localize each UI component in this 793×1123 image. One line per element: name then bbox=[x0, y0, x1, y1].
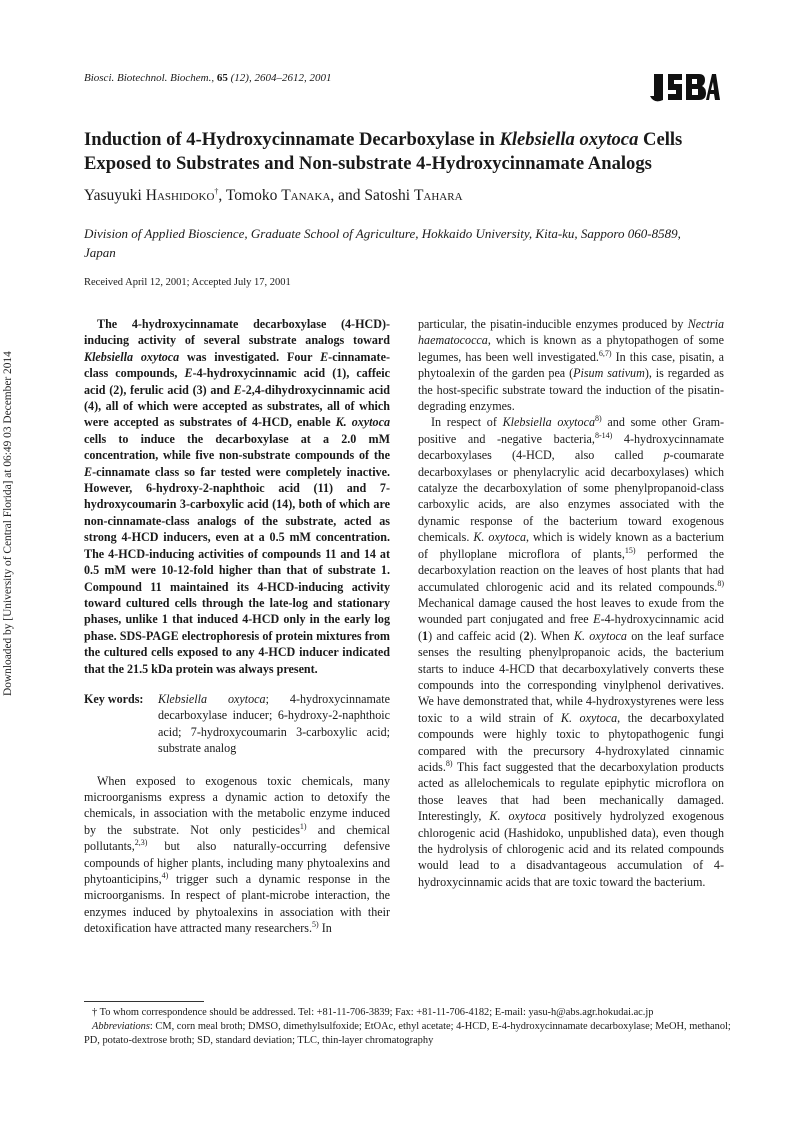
keywords-text: Klebsiella oxytoca; 4-hydroxycinnamate decarboxylase inducer; 6-hydroxy-2-naphthoic acid; 7-hydroxycoumarin 3-carboxylic acid; substrate analog bbox=[158, 691, 390, 756]
intro-paragraph-2: In respect of Klebsiella oxytoca$^{8)}$ and some other Gram-positive and -negative bacteria,$^{8-14)}$ 4-hydroxycinnamate decarboxylases (4-HCD, also called p-coumarate decarboxylases or phenylacrylic acid decarboxylases) which catalyze the decarboxylation of some phenylpropanoid-class carboxylic acids, are also enzymes associated with the dynamic response of the bacterium toward exogenous chemicals. K. oxytoca, which is widely known as a bacterium of phylloplane microflora of plants,$^{15)}$ performed the decarboxylation reaction on the leaves of host plants that had accumulated chlorogenic acid and its related compounds.$^{8)}$ Mechanical damage caused the host leaves to exude from the wounded part conjugated and free E-4-hydroxycinnamic acid (1) and caffeic acid (2). When K. oxytoca on the leaf surface senses the resulting phenylpropanoic acids, the bacterium starts to induce 4-HCD that decarboxylatively converts these compounds into the corresponding vinylphenol derivatives. We have demonstrated that, while 4-hydroxystyrenes were less toxic to a wild strain of K. oxytoca, the decarboxylated compounds were highly toxic to phytopathogenic fungi compared with the precursory 4-hydroxylated cinnamic acids.$^{8)}$ This fact suggested that the decarboxylation products acted as allelochemicals to regulate epiphytic microflora on those leaves that had been mechanically damaged. Interestingly, K. oxytoca positively hydrolyzed exogenous chlorogenic acid (Hashidoko, unpublished data), even though the hydrolysis of chlorogenic acid and its related compounds would lead to a disadvantageous accumulation of 4-hydroxycinnamic acids that are toxic toward the bacterium. bbox=[418, 414, 725, 889]
keywords-label: Key words: bbox=[84, 691, 144, 706]
author-1: Yasuyuki Hashidoko† bbox=[84, 186, 219, 204]
article-title bbox=[84, 128, 734, 176]
correspondence-note: † To whom correspondence should be addressed. Tel: +81-11-706-3839; Fax: +81-11-706-4182; E-mail: yasu-h@abs.agr.hokudai.ac.jp bbox=[92, 1007, 654, 1018]
affiliation: Division of Applied Bioscience, Graduate School of Agriculture, Hokkaido University, Kita-ku, Sapporo 060-8589, Japan bbox=[84, 226, 681, 260]
title-part1: Induction of 4-Hydroxycinnamate Decarboxylase in bbox=[84, 129, 495, 150]
intro-paragraph-1-continued: particular, the pisatin-inducible enzymes produced by Nectria haematococca, which is known as a phytopathogen of some legumes, has been well investigated.$^{6,7)}$ In this case, pisatin, a phytoalexin of the garden pea (Pisum sativum), is regarded as the host-specific substrate toward the induction of the pisatin-degrading enzymes. bbox=[418, 317, 724, 414]
footnotes bbox=[84, 1006, 734, 1048]
intro-paragraph-1: When exposed to exogenous toxic chemicals, many microorganisms express a dynamic action to detoxify the chemicals, in association with the metabolic enzyme induced by the substrate. Not only pesticides$^{1)}$ and chemical pollutants,$^{2,3)}$ but also naturally-occurring defensive compounds of higher plants, including many phytoalexins and phytoanticipins,$^{4)}$ trigger such a dynamic response in the microorganisms. In respect of plant-microbe interaction, the enzymes induced by phytoalexins in association with their detoxification have attracted many researchers.$^{5)}$ In bbox=[84, 773, 390, 936]
title-part2: Cells Exposed to Substrates and Non-substrate 4-Hydroxycinnamate Analogs bbox=[84, 129, 683, 174]
abstract: The 4-hydroxycinnamate decarboxylase (4-HCD)-inducing activity of several substrate analogs toward Klebsiella oxytoca was investigated. Four E-cinnamate-class compounds, E-4-hydroxycinnamic acid (1), caffeic acid (2), ferulic acid (3) and E-2,4-dihydroxycinnamic acid (4), all of which were accepted as substrates, all of which were accepted as substrates of 4-HCD, enable K. oxytoca cells to induce the decarboxylase at a 2.0 mM concentration, while five non-substrate compounds of the E-cinnamate class so far tested were completely inactive. However, 6-hydroxy-2-naphthoic acid (11) and 7-hydroxycoumarin 3-carboxylic acid (14), both of which are non-cinnamate-class analogs of the substrate, acted as strong 4-HCD inducers, even at a 0.5 mM concentration. The 4-HCD-inducing activities of compounds 11 and 14 at 0.5 mM were 10-12-fold higher than that of substrate 1. Compound 11 maintained its 4-HCD-inducing activity toward cultured cells through the late-log and stationary phases, unlike 1 that induced 4-HCD only in the early log phase. SDS-PAGE electrophoresis of protein mixtures from the cultured cells exposed to any 4-HCD inducer indicated that the 21.5 kDa protein was always present. bbox=[84, 317, 391, 676]
received-dates: Received April 12, 2001; Accepted July 17, 2001 bbox=[84, 277, 291, 288]
jsba-logo bbox=[650, 70, 720, 106]
keywords bbox=[84, 691, 390, 757]
journal-reference: Biosci. Biotechnol. Biochem., 65 (12), 2604–2612, 2001 bbox=[84, 72, 332, 84]
author-2: Tomoko Tanaka bbox=[225, 187, 331, 204]
footnote-rule bbox=[84, 1001, 204, 1002]
title-organism: Klebsiella oxytoca bbox=[499, 129, 639, 150]
author-list: Yasuyuki Hashidoko†, Tomoko Tanaka, and Satoshi Tahara bbox=[84, 186, 463, 204]
journal-name: Biosci. Biotechnol. Biochem. bbox=[84, 72, 212, 84]
right-column bbox=[418, 316, 724, 890]
journal-issue-pages: (12), 2604–2612, 2001 bbox=[230, 72, 332, 84]
journal-volume: 65 bbox=[216, 72, 228, 84]
left-column bbox=[84, 316, 390, 937]
author-3: Satoshi Tahara bbox=[364, 187, 463, 204]
abbreviations-note: Abbreviations: CM, corn meal broth; DMSO, dimethylsulfoxide; EtOAc, ethyl acetate; 4-HCD, E-4-hydroxycinnamate decarboxylase; MeOH, methanol; PD, potato-dextrose broth; SD, standard deviation; TLC, thin-layer chromatography bbox=[84, 1021, 731, 1046]
